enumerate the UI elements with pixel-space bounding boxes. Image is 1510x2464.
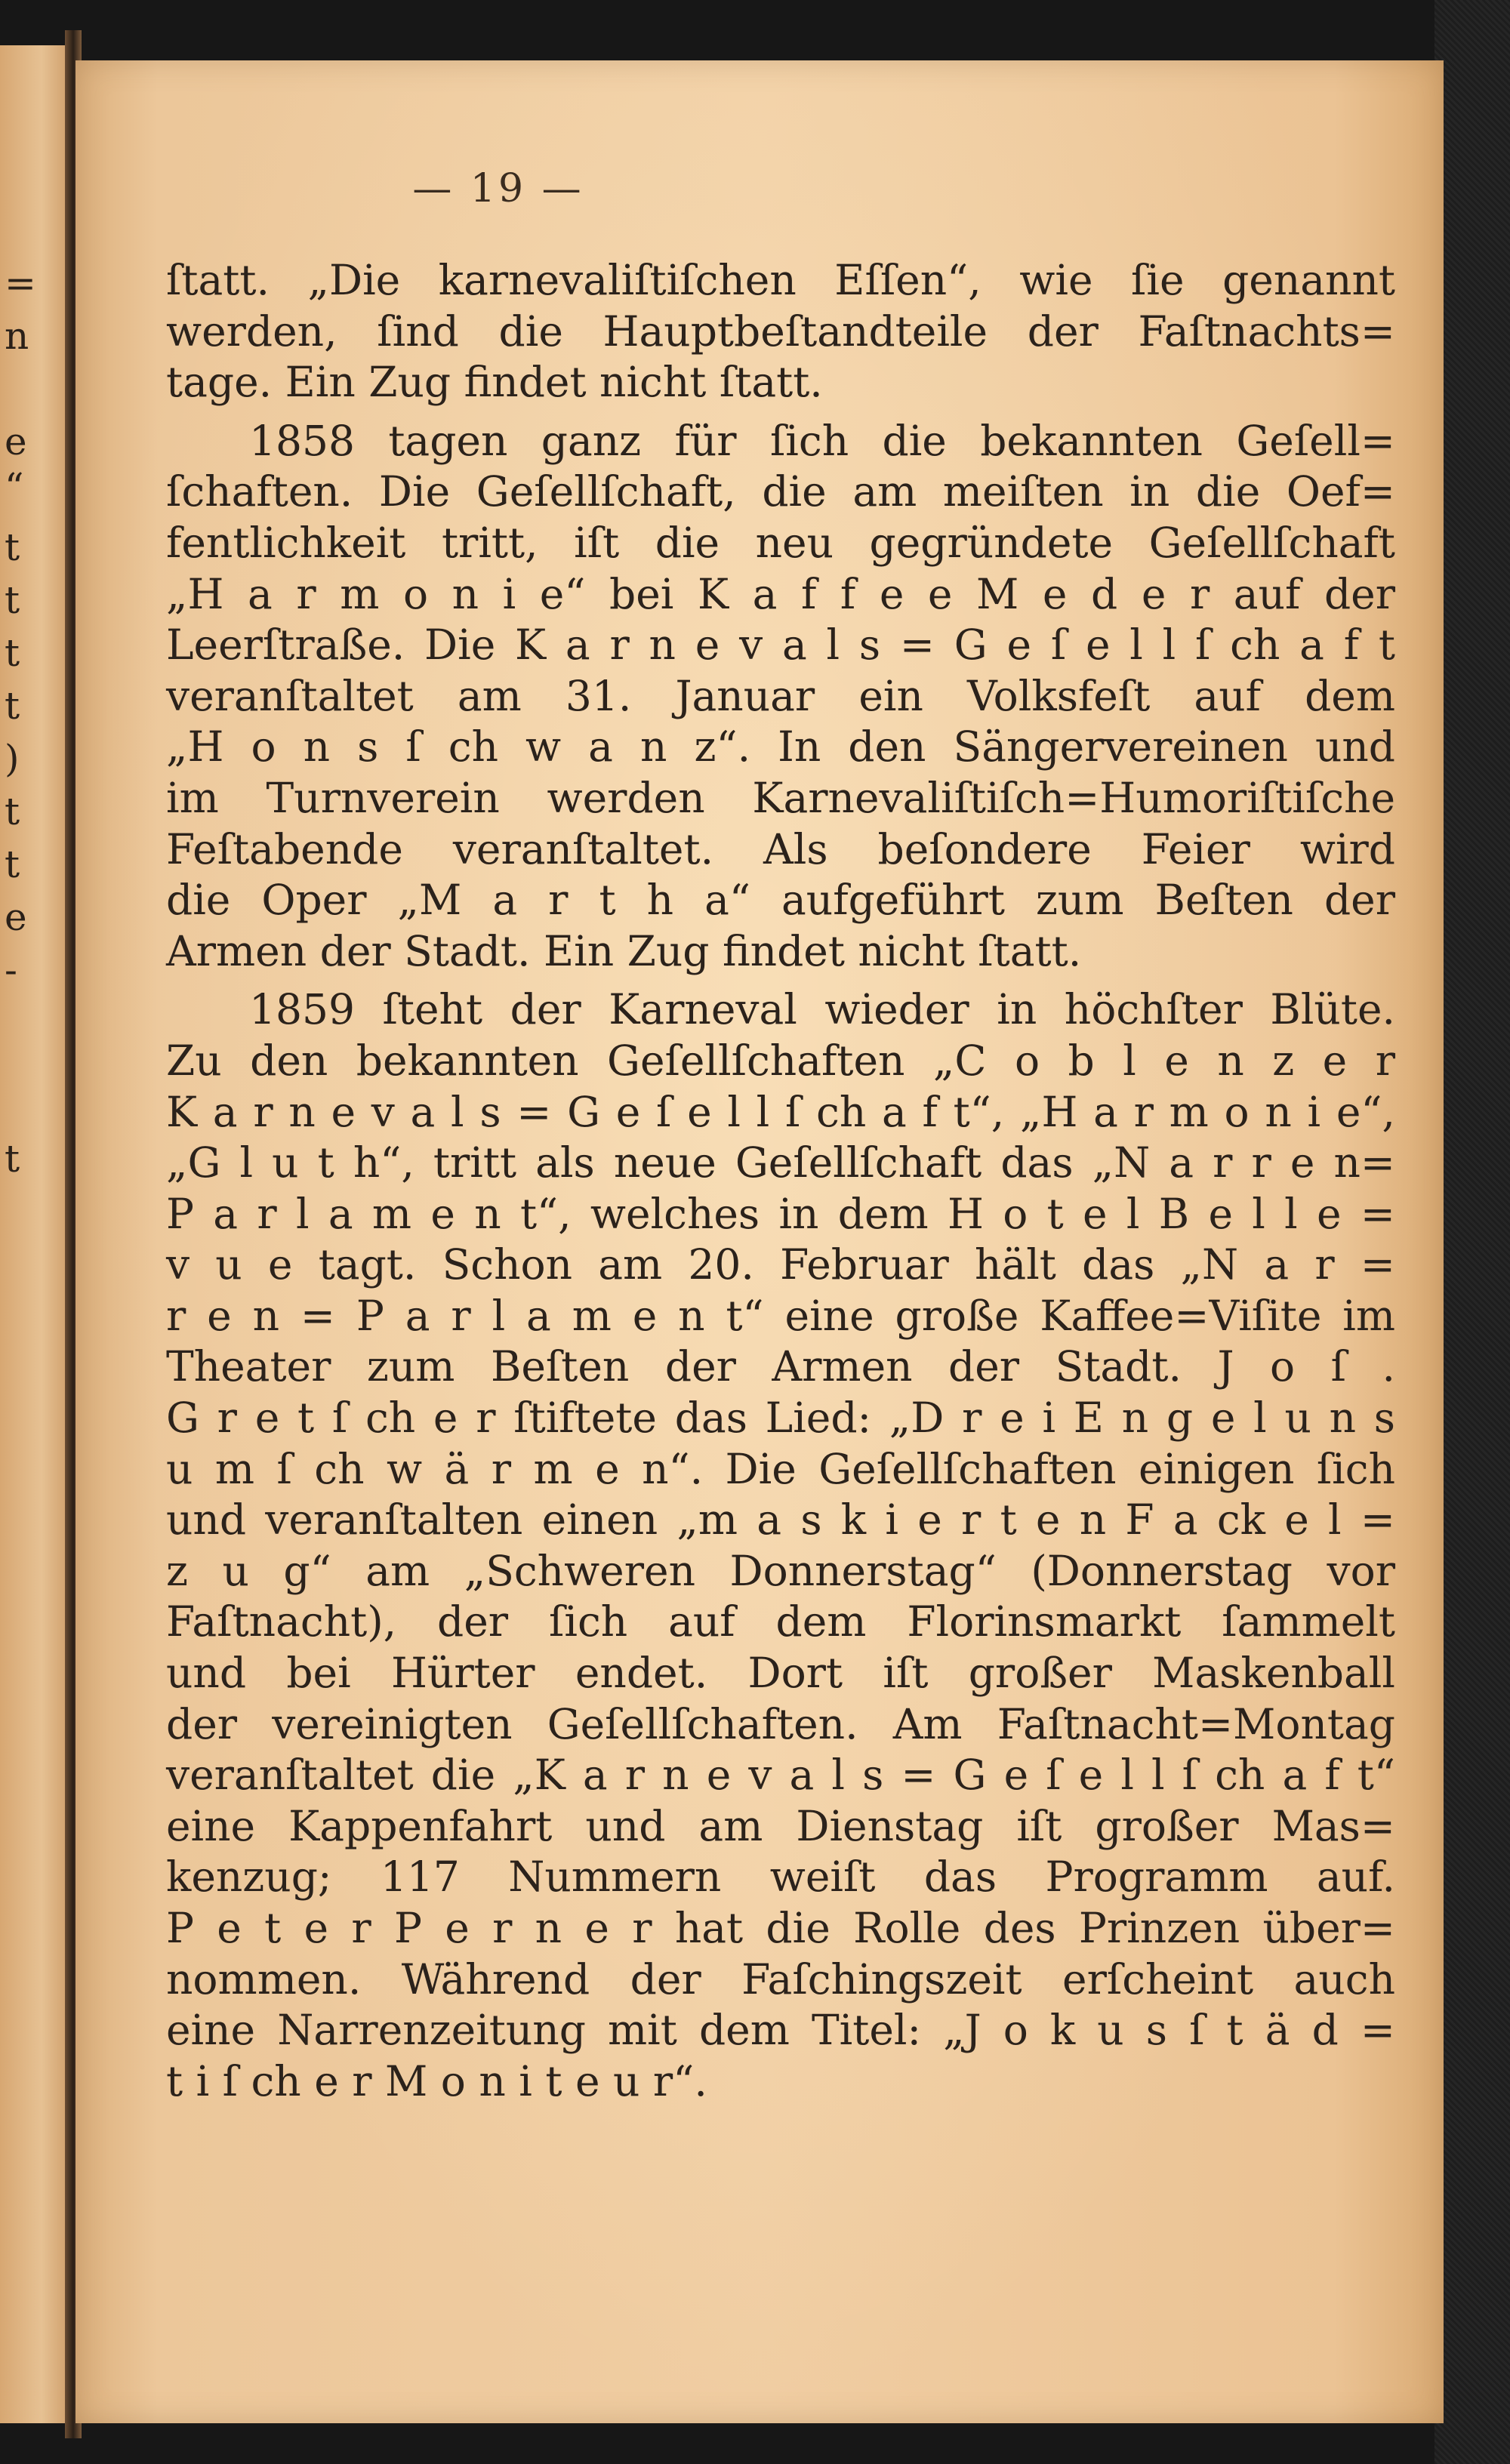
facing-page-glyph: n — [5, 314, 29, 358]
text-line: Feſtabende veranſtaltet. Als beſondere Feier wird — [166, 824, 1395, 873]
text-line: die Oper „M a r t h a“ aufgeführt zum Beſten der — [166, 876, 1395, 925]
text-line: „H o n s ſ ch w a n z“. In den Sängervereinen und — [166, 722, 1395, 772]
facing-page-glyph: t — [5, 1137, 20, 1181]
text-line: z u g“ am „Schweren Donnerstag“ (Donnerstag vor — [166, 1546, 1395, 1595]
facing-page-glyph: t — [5, 842, 20, 886]
facing-page-edge — [0, 45, 76, 2423]
page-number: — 19 — — [412, 166, 584, 211]
text-line: „G l u t h“, tritt als neue Geſellſchaft das „N a r r e n= — [166, 1138, 1395, 1187]
text-line: 1859 ſteht der Karneval wieder in höchſter Blüte. — [249, 985, 1395, 1034]
facing-page-glyph: “ — [5, 465, 24, 509]
text-line: P e t e r P e r n e r hat die Rolle des Prinzen über= — [166, 1904, 1395, 1952]
text-line: und veranſtalten einen „m a s k i e r t e n F a ck e l = — [166, 1495, 1395, 1545]
text-line: r e n = P a r l a m e n t“ eine große Kaffee=Viſite im — [166, 1291, 1395, 1340]
facing-page-glyph: t — [5, 631, 20, 675]
text-line: im Turnverein werden Karnevaliſtiſch=Humoriſtiſche — [166, 773, 1395, 822]
text-line: „H a r m o n i e“ bei K a f f e e M e d e r auf der — [166, 569, 1395, 618]
text-line: veranſtaltet die „K a r n e v a l s = G e ſ e l l ſ ch a f t“ — [166, 1751, 1395, 1800]
paragraph — [166, 255, 1395, 408]
text-line: Faſtnacht), der ſich auf dem Florinsmarkt ſammelt — [166, 1597, 1395, 1646]
facing-page-glyph: - — [5, 948, 17, 992]
text-line: Leerſtraße. Die K a r n e v a l s = G e ſ e l l ſ ch a f t — [166, 621, 1395, 670]
text-line: fentlichkeit tritt, iſt die neu gegründete Geſellſchaft — [166, 518, 1395, 567]
text-line: K a r n e v a l s = G e ſ e l l ſ ch a f t“, „H a r m o n i e“, — [166, 1087, 1395, 1136]
facing-page-glyph: e — [5, 895, 27, 939]
paragraph — [166, 416, 1395, 978]
paragraph — [166, 984, 1395, 2107]
text-line: eine Narrenzeitung mit dem Titel: „J o k u s ſ t ä d = — [166, 2006, 1395, 2055]
facing-page-glyph: ) — [5, 737, 20, 781]
text-line: werden, ſind die Hauptbeſtandteile der Faſtnachts= — [166, 306, 1395, 356]
text-line: ſchaften. Die Geſellſchaft, die am meiſten in die Oef= — [166, 467, 1395, 516]
text-line: t i ſ ch e r M o n i t e u r“. — [166, 2056, 707, 2105]
text-line: nommen. Während der Faſchingszeit erſcheint auch — [166, 1954, 1395, 2004]
body-text — [166, 255, 1395, 2114]
text-line: Zu den bekannten Geſellſchaften „C o b l e n z e r — [166, 1036, 1395, 1085]
text-line: v u e tagt. Schon am 20. Februar hält das „N a r = — [166, 1240, 1395, 1289]
text-line: kenzug; 117 Nummern weiſt das Programm auf. — [166, 1853, 1395, 1902]
text-line: tage. Ein Zug findet nicht ſtatt. — [166, 358, 823, 407]
book-page — [76, 60, 1444, 2423]
text-line: Theater zum Beſten der Armen der Stadt. J o ſ . — [166, 1342, 1395, 1391]
facing-page-glyph: = — [5, 261, 36, 305]
text-line: P a r l a m e n t“, welches in dem H o t e l B e l l e = — [166, 1189, 1395, 1238]
facing-page-glyph: t — [5, 684, 20, 728]
text-line: u m ſ ch w ä r m e n“. Die Geſellſchaften einigen ſich — [166, 1444, 1395, 1493]
text-line: und bei Hürter endet. Dort iſt großer Maskenball — [166, 1649, 1395, 1698]
text-line: der vereinigten Geſellſchaften. Am Faſtnacht=Montag — [166, 1699, 1395, 1748]
facing-page-glyph: t — [5, 790, 20, 833]
facing-page-glyph: e — [5, 420, 27, 464]
text-line: veranſtaltet am 31. Januar ein Volksfeſt auf dem — [166, 671, 1395, 720]
text-line: G r e t ſ ch e r ſtiftete das Lied: „D r e i E n g e l u n s — [166, 1394, 1395, 1443]
text-line: 1858 tagen ganz für ſich die bekannten Geſell= — [249, 416, 1395, 465]
text-line: ſtatt. „Die karnevaliſtiſchen Eſſen“, wie ſie genannt — [166, 256, 1395, 304]
text-line: eine Kappenfahrt und am Dienstag iſt großer Mas= — [166, 1801, 1395, 1850]
text-line: Armen der Stadt. Ein Zug findet nicht ſtatt. — [166, 926, 1082, 975]
facing-page-glyph: t — [5, 578, 20, 622]
facing-page-glyph: t — [5, 525, 20, 569]
book-cover-edge — [1434, 0, 1510, 2464]
